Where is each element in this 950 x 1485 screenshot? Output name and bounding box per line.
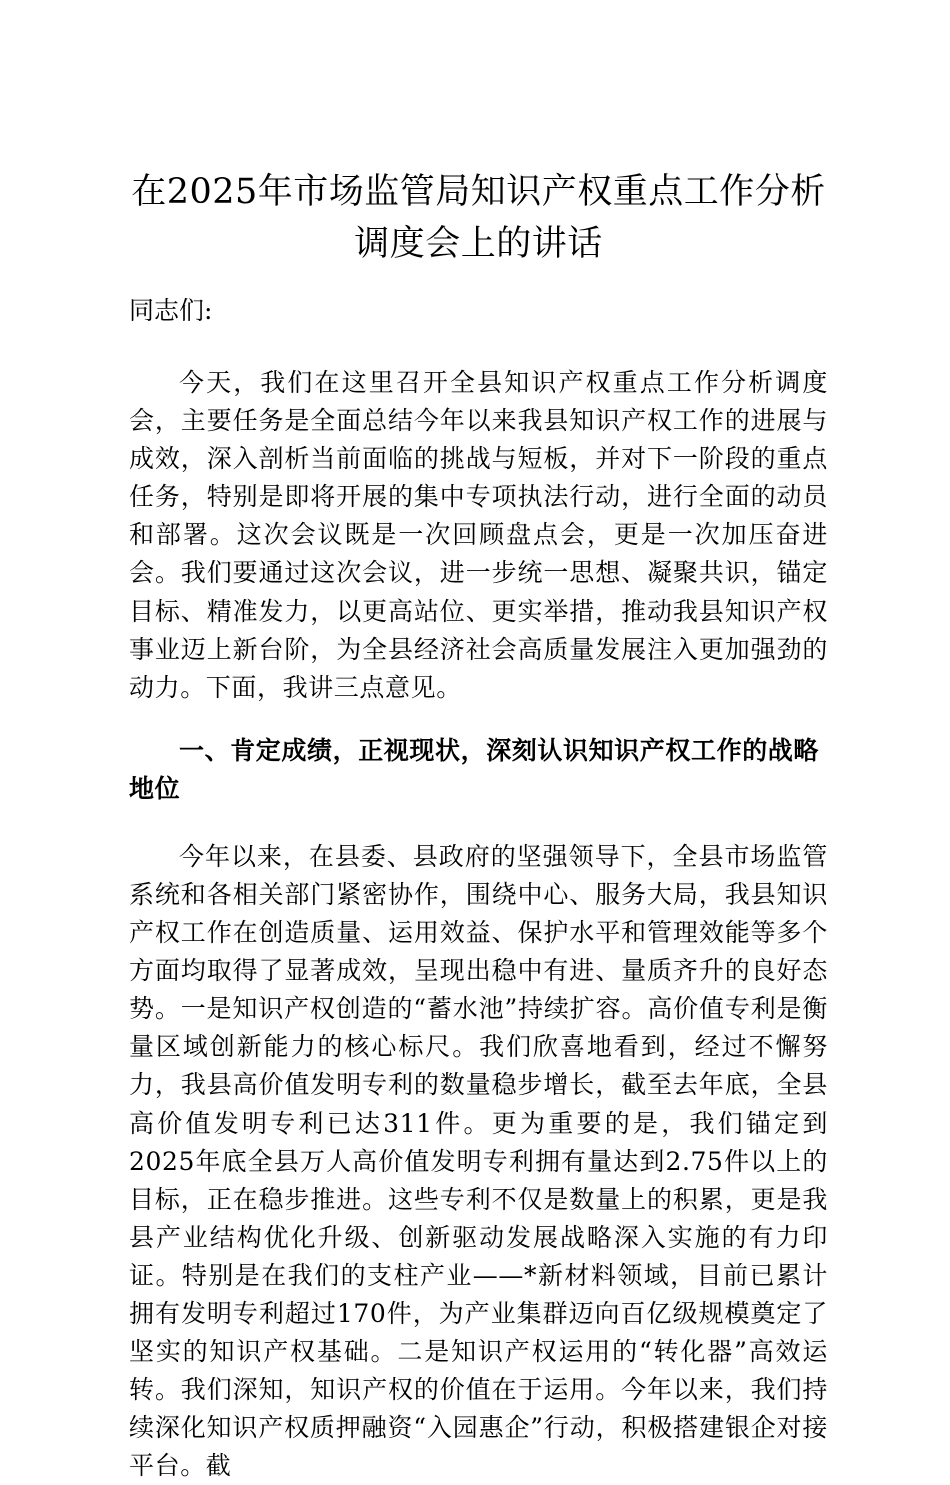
paragraph-achievements: 今年以来，在县委、县政府的坚强领导下，全县市场监管系统和各相关部门紧密协作，围绕中心、服务大局，我县知识产权工作在创造质量、运用效益、保护水平和管理效能等多个方面均取得了显著成效，呈现出稳中有进、量质齐升的良好态势。一是知识产权创造的“蓄水池”持续扩容。高价值专利是衡量区域创新能力的核心标尺。我们欣喜地看到，经过不懈努力，我县高价值发明专利的数量稳步增长，截至去年底，全县高价值发明专利已达311件。更为重要的是，我们锚定到2025年底全县万人高价值发明专利拥有量达到2.75件以上的目标，正在稳步推进。这些专利不仅是数量上的积累，更是我县产业结构优化升级、创新驱动发展战略深入实施的有力印证。特别是在我们的支柱产业——*新材料领域，目前已累计拥有发明专利超过170件，为产业集群迈向百亿级规模奠定了坚实的知识产权基础。二是知识产权运用的“转化器”高效运转。我们深知，知识产权的价值在于运用。今年以来，我们持续深化知识产权质押融资“入园惠企”行动，积极搭建银企对接平台。截 (129, 841, 828, 1481)
paragraph-intro: 今天，我们在这里召开全县知识产权重点工作分析调度会，主要任务是全面总结今年以来我县知识产权工作的进展与成效，深入剖析当前面临的挑战与短板，并对下一阶段的重点任务，特别是即将开展的集中专项执法行动，进行全面的动员和部署。这次会议既是一次回顾盘点会，更是一次加压奋进会。我们要通过这次会议，进一步统一思想、凝聚共识，锚定目标、精准发力，以更高站位、更实举措，推动我县知识产权事业迈上新台阶，为全县经济社会高质量发展注入更加强劲的动力。下面，我讲三点意见。 (129, 368, 828, 702)
section-heading-1: 一、肯定成绩，正视现状，深刻认识知识产权工作的战略地位 (129, 735, 820, 803)
salutation: 同志们: (129, 296, 213, 325)
document-title (129, 166, 828, 270)
title-line-2: 调度会上的讲话 (354, 224, 603, 264)
title-line-1: 在2025年市场监管局知识产权重点工作分析 (131, 172, 826, 212)
